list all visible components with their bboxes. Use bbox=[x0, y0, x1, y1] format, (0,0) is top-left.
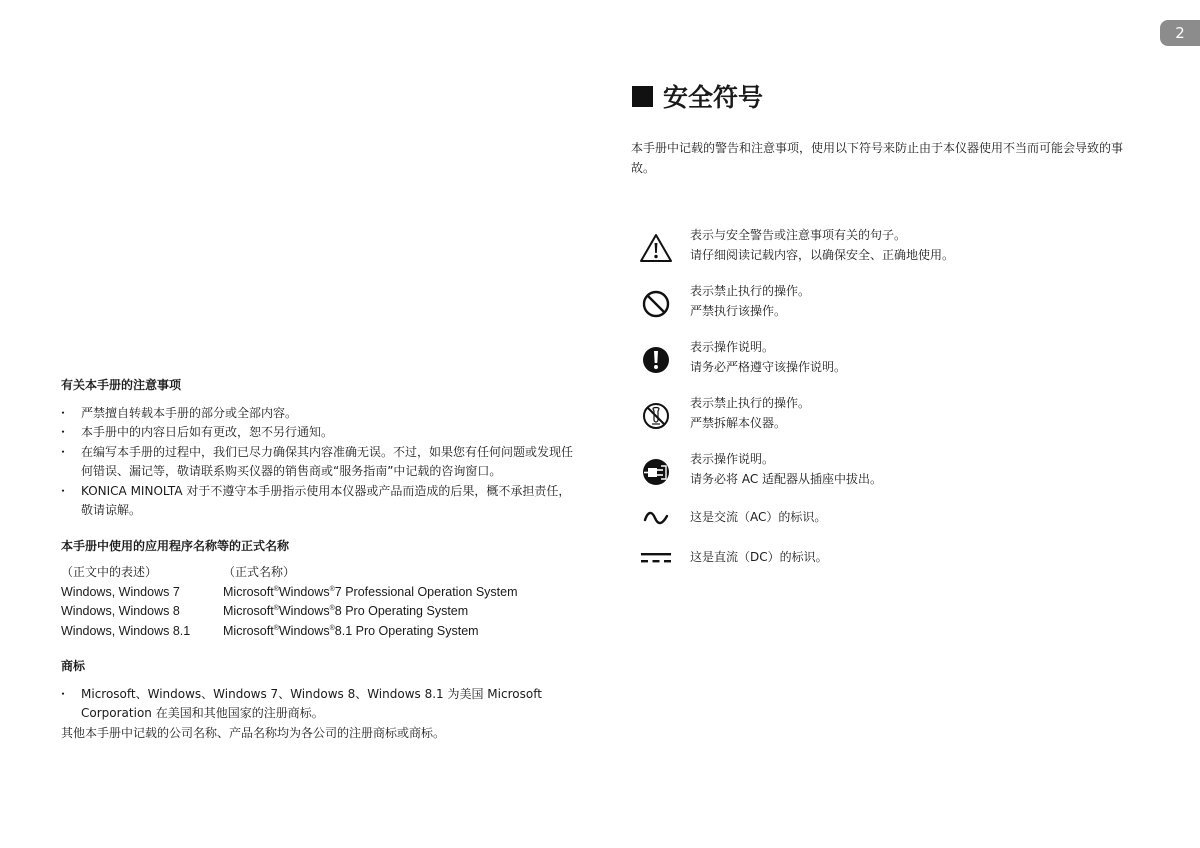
symbol-line2: 请仔细阅读记载内容，以确保安全、正确地使用。 bbox=[690, 247, 955, 262]
symbols-heading bbox=[632, 78, 763, 114]
notes-list bbox=[61, 404, 581, 521]
trademarks-note: 其他本手册中记载的公司名称、产品名称均为各公司的注册商标或商标。 bbox=[61, 725, 446, 740]
short-name: Windows, Windows 8 bbox=[61, 604, 180, 618]
header-short: （正文中的表述） bbox=[61, 565, 158, 579]
list-item: ・ Microsoft、Windows、Windows 7、Windows 8、Windows 8.1 为美国 Microsoft Corporation 在美国和其他国家的注册商标。 bbox=[61, 685, 581, 724]
short-name: Windows, Windows 7 bbox=[61, 584, 180, 599]
table-row bbox=[61, 622, 518, 642]
symbol-line2: 严禁拆解本仪器。 bbox=[690, 415, 787, 430]
formal-name: Microsoft®Windows®8 Pro Operating System bbox=[223, 604, 469, 618]
header-formal: （正式名称） bbox=[223, 565, 296, 579]
table-row bbox=[61, 602, 518, 622]
symbol-line2: 请务必严格遵守该操作说明。 bbox=[690, 359, 847, 374]
symbol-row-dc bbox=[636, 548, 1156, 592]
app-names-table bbox=[61, 563, 518, 641]
symbol-line1: 表示操作说明。 bbox=[690, 452, 775, 466]
symbol-row-warning bbox=[636, 226, 1156, 270]
list-item: ・ 严禁擅自转载本手册的部分或全部内容。 bbox=[61, 404, 581, 424]
symbol-row-mandatory bbox=[636, 338, 1156, 382]
symbol-line1: 表示禁止执行的操作。 bbox=[690, 396, 811, 410]
dc-symbol-icon bbox=[636, 538, 676, 578]
symbol-line2: 严禁执行该操作。 bbox=[690, 303, 787, 318]
symbol-line2: 请务必将 AC 适配器从插座中拔出。 bbox=[690, 471, 883, 486]
symbol-line1: 这是交流（AC）的标识。 bbox=[690, 510, 827, 524]
page-number-badge: 2 bbox=[1160, 20, 1200, 46]
trademarks-title: 商标 bbox=[61, 659, 86, 673]
symbols-title: 安全符号 bbox=[663, 83, 764, 112]
list-item: ・ 本手册中的内容日后如有更改，恕不另行通知。 bbox=[61, 423, 581, 443]
no-disassembly-icon bbox=[636, 396, 676, 436]
symbol-row-no-disassembly bbox=[636, 394, 1156, 438]
short-name: Windows, Windows 8.1 bbox=[61, 623, 191, 638]
warning-triangle-icon bbox=[636, 228, 676, 268]
trademarks-list bbox=[61, 685, 581, 724]
list-item: ・ KONICA MINOLTA 对于不遵守本手册指示使用本仪器或产品而造成的后果，概不承担责任，敬请谅解。 bbox=[61, 482, 581, 521]
unplug-icon bbox=[636, 452, 676, 492]
black-square-icon bbox=[632, 86, 653, 107]
formal-name: Microsoft®Windows®8.1 Pro Operating System bbox=[223, 623, 479, 638]
table-header-row bbox=[61, 563, 518, 583]
symbols-intro: 本手册中记载的警告和注意事项，使用以下符号来防止由于本仪器使用不当而可能会导致的事故。 bbox=[631, 141, 1124, 175]
symbol-line1: 表示与安全警告或注意事项有关的句子。 bbox=[690, 228, 907, 242]
symbol-line1: 表示禁止执行的操作。 bbox=[690, 284, 811, 298]
app-names-title: 本手册中使用的应用程序名称等的正式名称 bbox=[61, 538, 290, 553]
prohibited-icon bbox=[636, 284, 676, 324]
symbol-line1: 这是直流（DC）的标识。 bbox=[690, 550, 828, 564]
ac-symbol-icon bbox=[636, 498, 676, 538]
symbol-row-prohibited bbox=[636, 282, 1156, 326]
list-item: ・ 在编写本手册的过程中，我们已尽力确保其内容准确无误。不过，如果您有任何问题或发现任何错误、漏记等，敬请联系购买仪器的销售商或“服务指南”中记载的咨询窗口。 bbox=[61, 443, 581, 482]
left-column bbox=[61, 376, 581, 743]
formal-name: Microsoft®Windows®7 Professional Operation System bbox=[223, 584, 518, 599]
notes-title: 有关本手册的注意事项 bbox=[61, 378, 182, 392]
table-row bbox=[61, 583, 518, 603]
mandatory-exclamation-icon bbox=[636, 340, 676, 380]
symbol-line1: 表示操作说明。 bbox=[690, 340, 775, 354]
symbol-row-ac bbox=[636, 508, 1156, 552]
symbol-row-unplug bbox=[636, 450, 1156, 494]
